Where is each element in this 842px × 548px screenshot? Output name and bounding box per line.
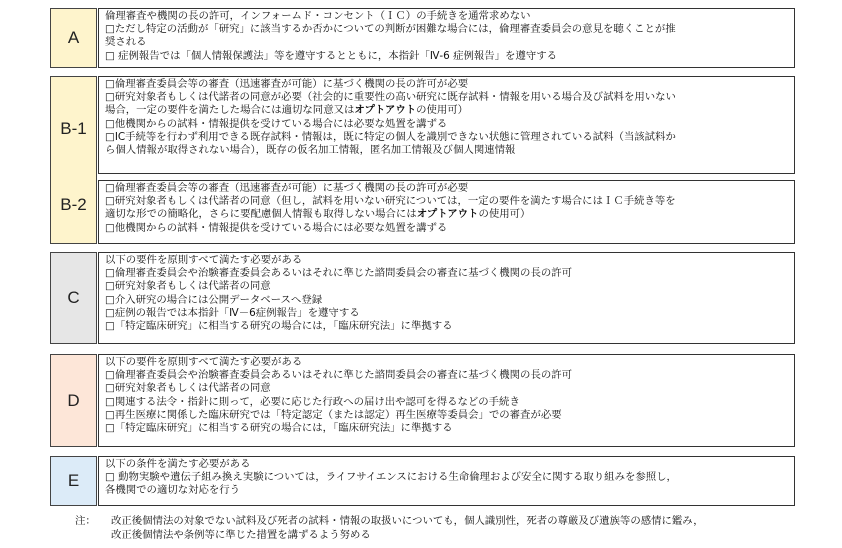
category-label-e [50,456,97,506]
category-e-line-3: 各機関での適切な対応を行う [105,484,241,497]
opt-out-emphasis: オプトアウト [354,104,417,117]
category-c-box [98,252,795,344]
category-b1-box [98,76,795,174]
footnote-text [111,515,831,542]
category-b1-line-3 [105,104,788,117]
category-a-box [98,8,795,68]
category-label-c [50,252,97,344]
category-c-line-4: □介入研究の場合には公開データベースへ登録 [105,293,323,306]
category-a-line-1: 倫理審査や機関の長の許可，インフォームド・コンセント（ＩＣ）の手続きを通常求めない [105,10,531,22]
category-b2-line-3-tail: の使用可） [478,208,531,221]
category-c-line-5: □症例の報告では本指針「Ⅳ－6症例報告」を遵守する [105,306,360,319]
category-e-text: E [67,471,80,490]
category-b2-line-1: □倫理審査委員会等の審査（迅速審査が可能）に基づく機関の長の許可が必要 [105,182,469,194]
category-c-line-3: □研究対象者もしくは代諾者の同意 [105,280,271,293]
category-d-line-6: □「特定臨床研究」に相当する研究の場合には，「臨床研究法」に準拠する [105,422,453,435]
category-c-line-1: 以下の要件を原則すべて満たす必要がある [105,254,303,266]
category-d-line-4: □関連する法令・指針に則って，必要に応じた行政への届け出や認可を得るなどの手続き [105,395,520,408]
category-d-line-3: □研究対象者もしくは代諾者の同意 [105,382,271,395]
category-b1-line-1: □倫理審査委員会等の審査（迅速審査が可能）に基づく機関の長の許可が必要 [105,78,469,90]
category-label-d [50,354,97,447]
footnote-label: 注： [75,515,96,527]
category-c-line-6: □「特定臨床研究」に相当する研究の場合には，「臨床研究法」に準拠する [105,320,453,333]
category-a-text: A [67,28,80,47]
category-d-box [98,354,795,447]
category-d-line-1: 以下の要件を原則すべて満たす必要がある [105,356,303,368]
category-b2-line-2: □研究対象者もしくは代諾者の同意（但し，試料を用いない研究については，一定の要件を満たす場合にはＩＣ手続き等を [105,195,676,208]
category-d-line-5: □再生医療に関係した臨床研究では「特定認定（または認定）再生医療等委員会」での審査が必要 [105,408,562,421]
category-b1-line-2: □研究対象者もしくは代諾者の同意が必要（社会的に重要性の高い研究に既存試料・情報を用いる場合及び試料を用いない [105,91,676,104]
category-a-line-4: □ 症例報告では「個人情報保護法」等を遵守するとともに，本指針「Ⅳ-6 症例報告」を遵守する [105,49,557,62]
category-b2-line-3-text: 適切な形での簡略化，さらに要配慮個人情報も取得しない場合には [105,208,417,221]
opt-out-emphasis: オプトアウト [416,208,479,221]
category-c-text: C [67,288,80,307]
category-b2-line-3 [105,208,788,221]
footnote-line-1: 改正後個情法の対象でない試料及び死者の試料・情報の取扱いについても，個人識別性，死者の尊厳及び遺族等の感情に鑑み， [111,515,704,527]
category-label-b [50,76,97,244]
category-b1-line-3-tail: の使用可） [416,104,469,117]
category-d-line-2: □倫理審査委員会や治験審査委員会あるいはそれに準じた諮問委員会の審査に基づく機関の長の許可 [105,369,573,382]
footnote-line-2: 改正後個情法や条例等に準じた措置を講ずるよう努める [111,528,371,541]
category-b1-text: B-1 [60,119,87,138]
category-b2-line-4: □他機関からの試料・情報提供を受けている場合には必要な処置を講ずる [105,221,448,234]
category-e-line-1: 以下の条件を満たす必要がある [105,458,251,470]
category-d-text: D [67,390,80,410]
category-label-a [50,8,97,68]
category-b2-box [98,180,795,244]
category-e-line-2: □ 動物実験や遺伝子組み換え実験については，ライフサイエンスにおける生命倫理および安全に関する取り組みを参照し， [105,471,677,484]
category-b1-line-6: ら個人情報が取得されない場合），既存の仮名加工情報，匿名加工情報及び個人関連情報 [105,144,516,157]
category-b1-line-4: □他機関からの試料・情報提供を受けている場合には必要な処置を講ずる [105,117,448,130]
category-b1-line-3-text: 場合，一定の要件を満たした場合には適切な同意又は [105,104,355,117]
category-b1-line-5: □IC手続等を行わず利用できる既存試料・情報は，既に特定の個人を識別できない状態に管理されている試料（当該試料か [105,130,676,143]
category-a-line-3: 奨される [105,36,147,49]
category-a-line-2: □ただし特定の活動が「研究」に該当するか否かについての判断が困難な場合には，倫理審査委員会の意見を聴くことが推 [105,23,676,36]
category-e-box [98,456,795,506]
category-b2-text: B-2 [60,195,87,214]
category-c-line-2: □倫理審査委員会や治験審査委員会あるいはそれに準じた諮問委員会の審査に基づく機関の長の許可 [105,267,573,280]
